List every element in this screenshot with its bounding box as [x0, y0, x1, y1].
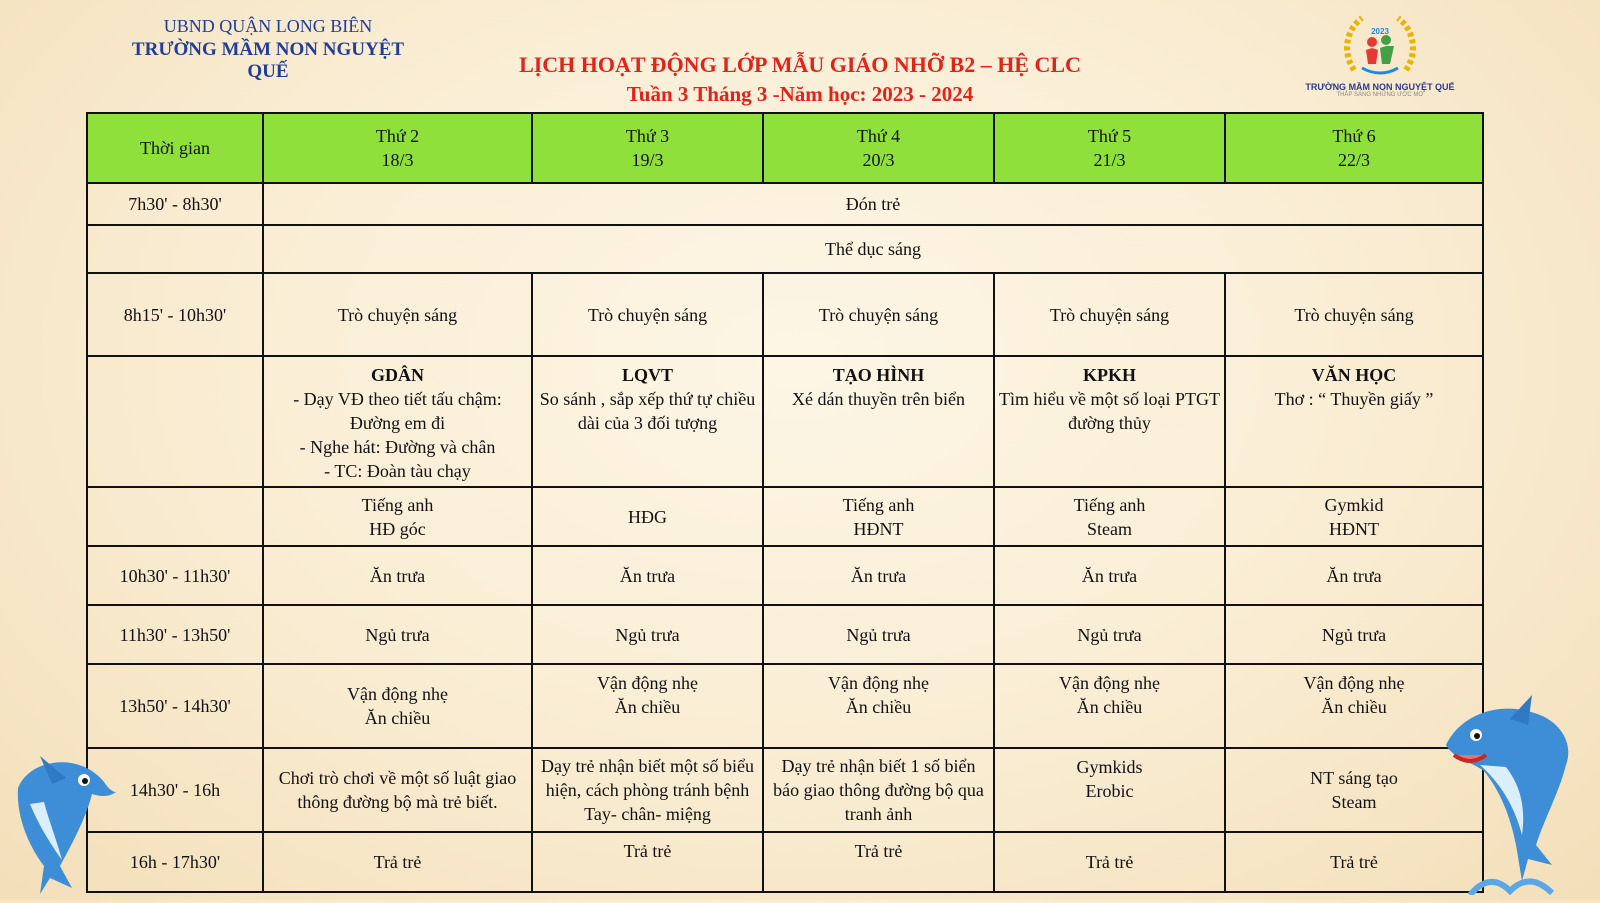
day-name: Thứ 3 — [625, 126, 670, 146]
table-row — [87, 546, 1483, 605]
lesson-cell — [532, 356, 763, 487]
time-cell: 8h15' - 10h30' — [87, 273, 263, 356]
table-row — [87, 748, 1483, 832]
activity-line: Steam — [1087, 518, 1132, 539]
day-name: Thứ 4 — [856, 126, 901, 146]
laurel-logo-icon — [1340, 12, 1420, 82]
table-row — [87, 356, 1483, 487]
school-logo — [1300, 12, 1460, 102]
activity-line: Ăn chiều — [1076, 697, 1143, 717]
lesson-cell — [763, 356, 994, 487]
schedule-subtitle: Tuần 3 Tháng 3 -Năm học: 2023 - 2024 — [626, 82, 974, 106]
day-date: 21/3 — [1093, 150, 1126, 170]
time-column-header: Thời gian — [87, 113, 263, 183]
schedule-title: LỊCH HOẠT ĐỘNG LỚP MẪU GIÁO NHỠ B2 – HỆ CLC — [519, 52, 1081, 77]
lesson-cell — [994, 356, 1225, 487]
activity-line: Vận động nhẹ — [828, 673, 929, 693]
activity-line: Erobic — [1085, 781, 1134, 801]
schedule-title-block — [480, 52, 1120, 107]
schedule-table — [86, 112, 1484, 893]
activity-cell — [532, 487, 763, 546]
dolphin-left-icon — [0, 748, 120, 903]
district-name: UBND QUẬN LONG BIÊN — [163, 16, 373, 36]
logo-tagline: THẮP SÁNG NHỮNG ƯỚC MƠ — [1336, 92, 1424, 98]
activity-cell: Trả trẻ — [263, 832, 532, 892]
day-header — [1225, 113, 1483, 183]
lesson-cell — [1225, 356, 1483, 487]
activity-line: Tiếng anh — [1073, 494, 1146, 515]
table-row — [87, 183, 1483, 225]
activity-cell — [994, 664, 1225, 748]
day-header — [763, 113, 994, 183]
table-row — [87, 605, 1483, 664]
activity-cell: Trò chuyện sáng — [763, 273, 994, 356]
time-cell: 10h30' - 11h30' — [87, 546, 263, 605]
lesson-item: - Dạy VĐ theo tiết tấu chậm: Đường em đi — [293, 389, 502, 433]
lesson-subject: TẠO HÌNH — [832, 365, 925, 385]
table-row — [87, 832, 1483, 892]
activity-line: Vận động nhẹ — [347, 684, 448, 704]
day-name: Thứ 2 — [375, 126, 420, 146]
activity-cell: Trả trẻ — [763, 832, 994, 892]
activity-line: HĐG — [628, 506, 667, 527]
activity-line: Ăn chiều — [1321, 697, 1387, 717]
day-header — [532, 113, 763, 183]
lesson-items — [268, 387, 527, 483]
activity-cell — [994, 487, 1225, 546]
activity-line: Ăn chiều — [614, 697, 681, 717]
day-name: Thứ 5 — [1087, 126, 1132, 146]
school-header — [118, 16, 418, 83]
activity-cell — [763, 487, 994, 546]
activity-cell: Trò chuyện sáng — [263, 273, 532, 356]
time-cell: 14h30' - 16h — [87, 748, 263, 832]
activity-cell: Trò chuyện sáng — [532, 273, 763, 356]
activity-line: Gymkid — [1324, 494, 1384, 515]
lesson-item: - Nghe hát: Đường và chân — [299, 437, 496, 457]
activity-cell: Chơi trò chơi về một số luật giao thông đường bộ mà trẻ biết. — [263, 748, 532, 832]
activity-line: Ăn chiều — [364, 708, 431, 728]
table-row — [87, 487, 1483, 546]
time-cell: 11h30' - 13h50' — [87, 605, 263, 664]
lesson-subject: LQVT — [621, 365, 673, 385]
activity-cell — [263, 487, 532, 546]
activity-cell: Trả trẻ — [1225, 832, 1483, 892]
dolphin-right-icon — [1440, 695, 1580, 900]
activity-cell: Ăn trưa — [1225, 546, 1483, 605]
activity-cell: Trò chuyện sáng — [994, 273, 1225, 356]
table-row — [87, 225, 1483, 273]
time-cell: 13h50' - 14h30' — [87, 664, 263, 748]
activity-cell: Trả trẻ — [532, 832, 763, 892]
lesson-cell — [263, 356, 532, 487]
activity-cell: Ngủ trưa — [763, 605, 994, 664]
time-cell: 16h - 17h30' — [87, 832, 263, 892]
activity-cell: Ăn trưa — [532, 546, 763, 605]
activity-cell: Ăn trưa — [763, 546, 994, 605]
lesson-subject: GDÂN — [371, 365, 424, 385]
activity-cell: Dạy trẻ nhận biết một số biểu hiện, cách phòng tránh bệnh Tay- chân- miệng — [532, 748, 763, 832]
day-date: 20/3 — [862, 150, 895, 170]
lesson-text: Thơ : “ Thuyền giấy ” — [1274, 389, 1434, 409]
activity-line: Vận động nhẹ — [1059, 673, 1160, 693]
activity-cell: Ngủ trưa — [263, 605, 532, 664]
lesson-subject: VĂN HỌC — [1311, 365, 1397, 385]
logo-year: 2023 — [1371, 27, 1389, 36]
time-cell — [87, 356, 263, 487]
activity-cell: Ngủ trưa — [532, 605, 763, 664]
lesson-text: So sánh , sắp xếp thứ tự chiều dài của 3 đối tượng — [539, 389, 756, 433]
day-date: 19/3 — [631, 150, 664, 170]
school-name: TRƯỜNG MẦM NON NGUYỆT QUẾ — [131, 39, 405, 82]
activity-cell — [1225, 487, 1483, 546]
lesson-text: Xé dán thuyền trên biển — [792, 389, 965, 409]
activity-cell: Thể dục sáng — [263, 225, 1483, 273]
activity-cell — [263, 664, 532, 748]
activity-line: Tiếng anh — [361, 494, 434, 515]
activity-line: Steam — [1331, 792, 1377, 812]
activity-cell — [994, 748, 1225, 832]
time-cell — [87, 487, 263, 546]
activity-line: Gymkids — [1076, 757, 1143, 777]
day-header — [263, 113, 532, 183]
activity-cell: Đón trẻ — [263, 183, 1483, 225]
activity-cell: Dạy trẻ nhận biết 1 số biển báo giao thông đường bộ qua tranh ảnh — [763, 748, 994, 832]
activity-line: NT sáng tạo — [1310, 768, 1398, 788]
activity-line: Ăn chiều — [845, 697, 912, 717]
activity-line: Vận động nhẹ — [1303, 673, 1405, 693]
time-cell — [87, 225, 263, 273]
day-date: 18/3 — [381, 150, 414, 170]
activity-line: HĐNT — [1329, 518, 1379, 539]
activity-cell — [763, 664, 994, 748]
lesson-subject: KPKH — [1083, 365, 1136, 385]
activity-cell: Trả trẻ — [994, 832, 1225, 892]
activity-line: HĐNT — [853, 518, 904, 539]
time-cell: 7h30' - 8h30' — [87, 183, 263, 225]
table-row — [87, 664, 1483, 748]
activity-line: Vận động nhẹ — [597, 673, 698, 693]
activity-cell: Ăn trưa — [994, 546, 1225, 605]
activity-cell: Trò chuyện sáng — [1225, 273, 1483, 356]
day-header — [994, 113, 1225, 183]
activity-cell: Ăn trưa — [263, 546, 532, 605]
day-date: 22/3 — [1337, 150, 1370, 170]
day-name: Thứ 6 — [1332, 126, 1376, 146]
logo-school-name: TRƯỜNG MẦM NON NGUYỆT QUẾ — [1305, 82, 1455, 92]
activity-line: Tiếng anh — [842, 494, 915, 515]
lesson-text: Tìm hiểu về một số loại PTGT đường thủy — [999, 389, 1220, 433]
table-row — [87, 273, 1483, 356]
activity-line: HĐ góc — [369, 518, 426, 539]
lesson-item: - TC: Đoàn tàu chạy — [324, 461, 471, 481]
activity-cell: Ngủ trưa — [1225, 605, 1483, 664]
activity-cell — [532, 664, 763, 748]
activity-cell: Ngủ trưa — [994, 605, 1225, 664]
table-header-row — [87, 113, 1483, 183]
